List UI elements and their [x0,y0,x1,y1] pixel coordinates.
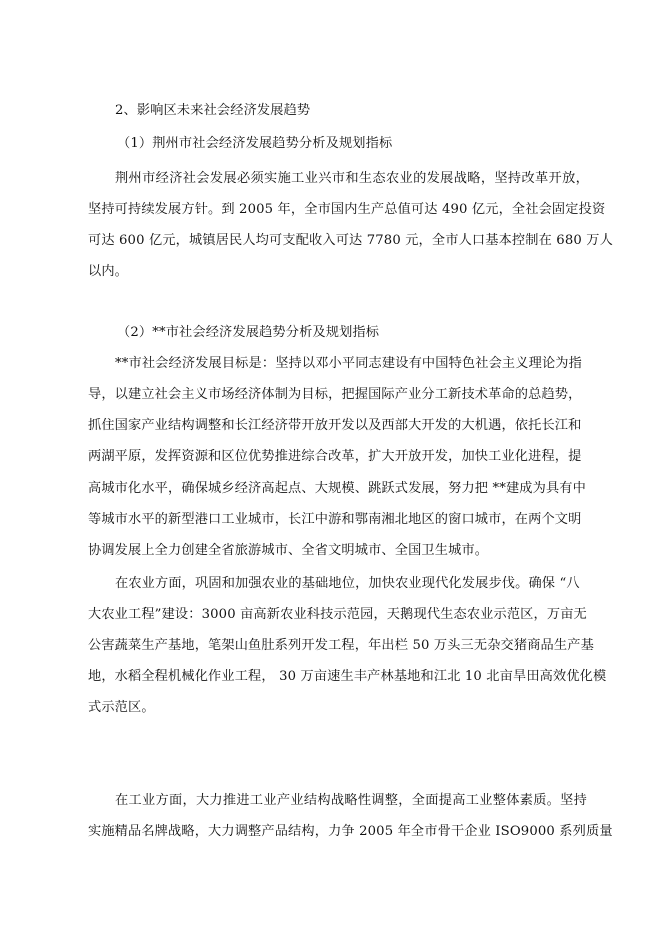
paragraph-line: 以内。 [88,264,129,279]
paragraph-line: 大农业工程”建设：3000 亩高新农业科技示范园，天鹅现代生态农业示范区，万亩无 [88,607,587,622]
subsection-title-2: （2）**市社会经济发展趋势分析及规划指标 [117,325,380,340]
paragraph-line: 两湖平原，发挥资源和区位优势推进综合改革，扩大开放开发，加快工业化进程，提 [88,449,582,464]
subsection-title-1: （1）荆州市社会经济发展趋势分析及规划指标 [117,136,393,151]
paragraph-line: 式示范区。 [88,700,155,715]
paragraph-line: 荆州市经济社会发展必须实施工业兴市和生态农业的发展战略，坚持改革开放， [115,171,589,186]
paragraph-line: 可达 600 亿元，城镇居民人均可支配收入可达 7780 元，全市人口基本控制在 680 万人 [88,233,613,248]
paragraph-line: 坚持可持续发展方针。到 2005 年，全市国内生产总值可达 490 亿元，全社会固定投资 [88,202,606,217]
paragraph-line: 在农业方面，巩固和加强农业的基础地位，加快农业现代化发展步伐。确保 “八 [115,576,580,591]
paragraph-line: 导，以建立社会主义市场经济体制为目标，把握国际产业分工新技术革命的总趋势， [88,387,582,402]
paragraph-line: 抓住国家产业结构调整和长江经济带开放开发以及西部大开发的大机遇，依托长江和 [88,418,582,433]
section-heading: 2、影响区未来社会经济发展趋势 [115,103,311,118]
paragraph-line: 地，水稻全程机械化作业工程， 30 万亩速生丰产林基地和江北 10 北亩旱田高效优化模 [88,669,607,684]
paragraph-line: **市社会经济发展目标是：坚持以邓小平同志建设有中国特色社会主义理论为指 [115,356,582,371]
paragraph-line: 协调发展上全力创建全省旅游城市、全省文明城市、全国卫生城市。 [88,543,489,558]
paragraph-line: 公害蔬菜生产基地，笔架山鱼肚系列开发工程，年出栏 50 万头三无杂交猪商品生产基 [88,638,594,653]
paragraph-line: 高城市化水平，确保城乡经济高起点、大规模、跳跃式发展，努力把 **建成为具有中 [88,481,586,496]
paragraph-line: 实施精品名牌战略，大力调整产品结构，力争 2005 年全市骨干企业 ISO9000 系列质量 [88,824,613,839]
paragraph-line: 在工业方面，大力推进工业产业结构战略性调整，全面提高工业整体素质。坚持 [115,793,587,808]
paragraph-line: 等城市水平的新型港口工业城市，长江中游和鄂南湘北地区的窗口城市，在两个文明 [88,512,582,527]
